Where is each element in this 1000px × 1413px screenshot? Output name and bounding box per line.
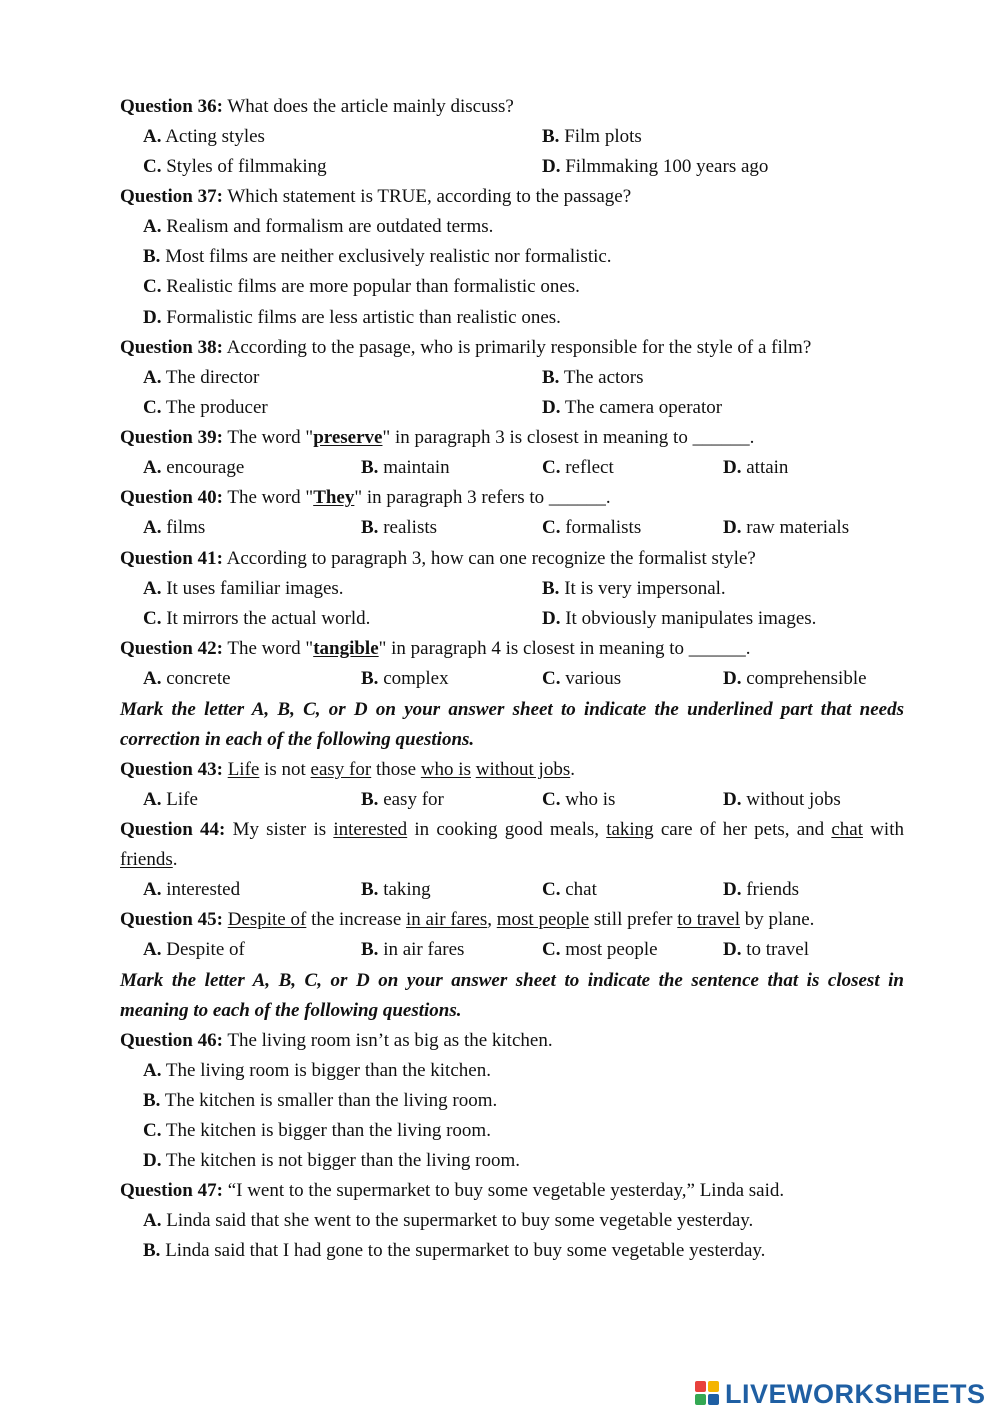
q42-keyword: tangible xyxy=(313,638,379,659)
question-40: Question 40: The word "They" in paragraph 3 refers to ______. xyxy=(120,487,611,508)
q44-option-b[interactable]: B. taking xyxy=(361,879,431,900)
q36-option-d[interactable]: D. Filmmaking 100 years ago xyxy=(542,156,769,177)
logo-square xyxy=(708,1381,719,1392)
q47-option-b[interactable]: B. Linda said that I had gone to the supermarket to buy some vegetable yesterday. xyxy=(143,1240,766,1261)
liveworksheets-logo-text: LIVEWORKSHEETS xyxy=(725,1378,986,1409)
q42-option-a[interactable]: A. concrete xyxy=(143,668,231,689)
q36-option-b[interactable]: B. Film plots xyxy=(542,126,642,147)
q41-option-c[interactable]: C. It mirrors the actual world. xyxy=(143,608,371,629)
q40-keyword: They xyxy=(313,487,355,508)
q38-option-d[interactable]: D. The camera operator xyxy=(542,397,723,418)
question-37: Question 37: Which statement is TRUE, according to the passage? xyxy=(120,186,632,207)
q44-option-c[interactable]: C. chat xyxy=(542,879,597,900)
q43-option-b[interactable]: B. easy for xyxy=(361,789,444,810)
q40-option-b[interactable]: B. realists xyxy=(361,517,438,538)
q37-option-a[interactable]: A. Realism and formalism are outdated terms. xyxy=(143,216,494,237)
q44-option-d[interactable]: D. friends xyxy=(723,879,799,900)
q45-option-b[interactable]: B. in air fares xyxy=(361,939,465,960)
q46-option-a[interactable]: A. The living room is bigger than the kitchen. xyxy=(143,1060,491,1081)
q45-option-a[interactable]: A. Despite of xyxy=(143,939,245,960)
question-47: Question 47: “I went to the supermarket to buy some vegetable yesterday,” Linda said. xyxy=(120,1180,785,1201)
question-43: Question 43: Life is not easy for those who is without jobs. xyxy=(120,759,575,780)
q38-option-a[interactable]: A. The director xyxy=(143,367,260,388)
q39-option-b[interactable]: B. maintain xyxy=(361,457,450,478)
q42-option-d[interactable]: D. comprehensible xyxy=(723,668,867,689)
logo-square xyxy=(695,1394,706,1405)
q39-option-d[interactable]: D. attain xyxy=(723,457,789,478)
q41-option-a[interactable]: A. It uses familiar images. xyxy=(143,578,344,599)
q37-option-b[interactable]: B. Most films are neither exclusively realistic nor formalistic. xyxy=(143,246,612,267)
q46-option-c[interactable]: C. The kitchen is bigger than the living room. xyxy=(143,1120,491,1141)
question-39: Question 39: The word "preserve" in paragraph 3 is closest in meaning to ______. xyxy=(120,427,755,448)
instruction-closest-meaning: Mark the letter A, B, C, or D on your answer sheet to indicate the sentence that is closest in meaning to each of the following questions. xyxy=(120,970,904,1021)
q42-option-b[interactable]: B. complex xyxy=(361,668,449,689)
q39-option-a[interactable]: A. encourage xyxy=(143,457,245,478)
q43-option-d[interactable]: D. without jobs xyxy=(723,789,841,810)
q40-option-d[interactable]: D. raw materials xyxy=(723,517,850,538)
q46-option-b[interactable]: B. The kitchen is smaller than the living room. xyxy=(143,1090,498,1111)
question-45: Question 45: Despite of the increase in air fares, most people still prefer to travel by plane. xyxy=(120,909,815,930)
q44-option-a[interactable]: A. interested xyxy=(143,879,241,900)
q45-option-c[interactable]: C. most people xyxy=(542,939,658,960)
q36-option-c[interactable]: C. Styles of filmmaking xyxy=(143,156,327,177)
logo-square xyxy=(708,1394,719,1405)
q43-option-a[interactable]: A. Life xyxy=(143,789,198,810)
question-38: Question 38: According to the pasage, who is primarily responsible for the style of a film? xyxy=(120,337,812,358)
q40-option-a[interactable]: A. films xyxy=(143,517,206,538)
q47-option-a[interactable]: A. Linda said that she went to the supermarket to buy some vegetable yesterday. xyxy=(143,1210,754,1231)
q37-option-d[interactable]: D. Formalistic films are less artistic than realistic ones. xyxy=(143,307,561,328)
question-36: Question 36: What does the article mainly discuss? xyxy=(120,96,514,117)
liveworksheets-logo-icon xyxy=(695,1381,721,1407)
question-41: Question 41: According to paragraph 3, how can one recognize the formalist style? xyxy=(120,548,756,569)
q40-option-c[interactable]: C. formalists xyxy=(542,517,642,538)
q45-option-d[interactable]: D. to travel xyxy=(723,939,810,960)
q43-option-c[interactable]: C. who is xyxy=(542,789,616,810)
logo-square xyxy=(695,1381,706,1392)
q36-option-a[interactable]: A. Acting styles xyxy=(143,126,265,147)
q41-option-d[interactable]: D. It obviously manipulates images. xyxy=(542,608,817,629)
q42-option-c[interactable]: C. various xyxy=(542,668,622,689)
question-46: Question 46: The living room isn’t as big as the kitchen. xyxy=(120,1030,553,1051)
q46-option-d[interactable]: D. The kitchen is not bigger than the living room. xyxy=(143,1150,520,1171)
q39-keyword: preserve xyxy=(313,427,383,448)
q38-option-b[interactable]: B. The actors xyxy=(542,367,644,388)
q39-option-c[interactable]: C. reflect xyxy=(542,457,614,478)
question-44: Question 44: My sister is interested in cooking good meals, taking care of her pets, and chat with xyxy=(120,819,904,840)
question-44-continued: friends. xyxy=(120,849,178,870)
question-42: Question 42: The word "tangible" in paragraph 4 is closest in meaning to ______. xyxy=(120,638,751,659)
q37-option-c[interactable]: C. Realistic films are more popular than formalistic ones. xyxy=(143,276,580,297)
q41-option-b[interactable]: B. It is very impersonal. xyxy=(542,578,726,599)
q38-option-c[interactable]: C. The producer xyxy=(143,397,268,418)
instruction-error-identification: Mark the letter A, B, C, or D on your answer sheet to indicate the underlined part that needs correction in each of the following questions. xyxy=(120,699,904,750)
liveworksheets-logo xyxy=(695,1378,986,1410)
